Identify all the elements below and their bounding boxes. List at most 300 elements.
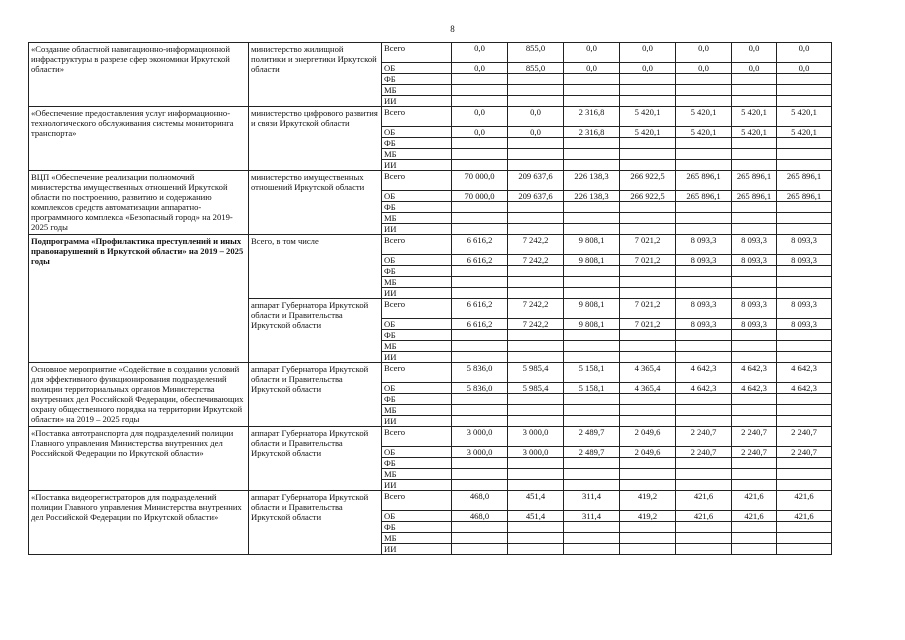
amount-cell: 8 093,3	[676, 299, 732, 319]
amount-cell: 8 093,3	[676, 319, 732, 330]
amount-cell: 8 093,3	[777, 255, 832, 266]
amount-cell	[508, 469, 564, 480]
amount-cell: 421,6	[777, 491, 832, 511]
amount-cell	[508, 85, 564, 96]
amount-cell	[620, 469, 676, 480]
amount-cell	[564, 405, 620, 416]
amount-cell: 5 420,1	[620, 107, 676, 127]
amount-cell: 0,0	[777, 63, 832, 74]
amount-cell: 2 049,6	[620, 447, 676, 458]
amount-cell: 2 240,7	[777, 447, 832, 458]
amount-cell: 265 896,1	[676, 171, 732, 191]
amount-cell	[508, 533, 564, 544]
amount-cell	[777, 405, 832, 416]
amount-cell	[508, 160, 564, 171]
amount-cell: 6 616,2	[452, 299, 508, 319]
amount-cell	[508, 96, 564, 107]
funding-source-cell: ОБ	[382, 511, 452, 522]
funding-source-cell: Всего	[382, 363, 452, 383]
funding-source-cell: ИИ	[382, 96, 452, 107]
amount-cell	[508, 458, 564, 469]
funding-source-cell: ФБ	[382, 458, 452, 469]
amount-cell	[452, 458, 508, 469]
amount-cell: 0,0	[620, 63, 676, 74]
amount-cell: 70 000,0	[452, 171, 508, 191]
amount-cell: 7 021,2	[620, 235, 676, 255]
amount-cell	[564, 85, 620, 96]
program-name-cell: «Обеспечение предоставления услуг информационно-технологического обслуживания системы мониторинга транспорта»	[29, 107, 249, 171]
amount-cell	[508, 544, 564, 555]
funding-source-cell: ФБ	[382, 74, 452, 85]
funding-source-cell: Всего	[382, 427, 452, 447]
amount-cell	[777, 138, 832, 149]
amount-cell	[564, 480, 620, 491]
funding-source-cell: Всего	[382, 235, 452, 255]
amount-cell	[452, 405, 508, 416]
funding-source-cell: ИИ	[382, 480, 452, 491]
amount-cell: 5 420,1	[777, 127, 832, 138]
amount-cell	[452, 480, 508, 491]
amount-cell	[732, 533, 777, 544]
amount-cell	[732, 213, 777, 224]
amount-cell: 451,4	[508, 491, 564, 511]
amount-cell	[452, 469, 508, 480]
amount-cell	[620, 341, 676, 352]
amount-cell	[564, 160, 620, 171]
amount-cell	[452, 330, 508, 341]
funding-source-cell: ФБ	[382, 266, 452, 277]
amount-cell: 421,6	[676, 491, 732, 511]
amount-cell: 2 489,7	[564, 427, 620, 447]
amount-cell: 7 242,2	[508, 319, 564, 330]
amount-cell: 8 093,3	[732, 255, 777, 266]
amount-cell: 2 240,7	[777, 427, 832, 447]
amount-cell	[452, 394, 508, 405]
amount-cell	[732, 352, 777, 363]
amount-cell	[676, 213, 732, 224]
amount-cell	[732, 224, 777, 235]
amount-cell	[777, 74, 832, 85]
amount-cell: 2 316,8	[564, 107, 620, 127]
amount-cell: 0,0	[676, 63, 732, 74]
amount-cell	[620, 522, 676, 533]
amount-cell	[777, 352, 832, 363]
amount-cell: 8 093,3	[676, 255, 732, 266]
amount-cell: 6 616,2	[452, 319, 508, 330]
amount-cell	[676, 394, 732, 405]
amount-cell	[564, 544, 620, 555]
amount-cell	[620, 224, 676, 235]
amount-cell: 5 985,4	[508, 363, 564, 383]
table-row	[29, 363, 832, 383]
amount-cell	[508, 480, 564, 491]
amount-cell	[452, 266, 508, 277]
funding-source-cell: Всего	[382, 491, 452, 511]
amount-cell	[777, 394, 832, 405]
amount-cell: 0,0	[620, 43, 676, 63]
amount-cell: 2 049,6	[620, 427, 676, 447]
amount-cell	[732, 96, 777, 107]
amount-cell	[508, 74, 564, 85]
amount-cell: 311,4	[564, 511, 620, 522]
amount-cell: 9 808,1	[564, 255, 620, 266]
amount-cell	[676, 341, 732, 352]
amount-cell: 8 093,3	[777, 319, 832, 330]
amount-cell	[777, 149, 832, 160]
table-row	[29, 235, 832, 255]
amount-cell	[676, 288, 732, 299]
amount-cell: 70 000,0	[452, 191, 508, 202]
amount-cell	[452, 149, 508, 160]
funding-source-cell: ОБ	[382, 447, 452, 458]
amount-cell	[732, 202, 777, 213]
amount-cell	[620, 544, 676, 555]
amount-cell: 0,0	[732, 63, 777, 74]
amount-cell	[564, 149, 620, 160]
page-number: 8	[450, 24, 455, 34]
amount-cell	[508, 266, 564, 277]
amount-cell: 6 616,2	[452, 255, 508, 266]
amount-cell	[777, 469, 832, 480]
amount-cell	[777, 266, 832, 277]
amount-cell: 2 240,7	[732, 447, 777, 458]
amount-cell	[620, 202, 676, 213]
amount-cell	[508, 330, 564, 341]
executor-cell: министерство жилищной политики и энергетики Иркутской области	[249, 43, 382, 107]
amount-cell	[452, 160, 508, 171]
funding-source-cell: ОБ	[382, 383, 452, 394]
amount-cell: 7 021,2	[620, 319, 676, 330]
amount-cell	[732, 85, 777, 96]
amount-cell	[452, 522, 508, 533]
amount-cell: 0,0	[508, 127, 564, 138]
amount-cell: 266 922,5	[620, 191, 676, 202]
program-name-cell: «Поставка видеорегистраторов для подразделений полиции Главного управления Министерства внутренних дел Российской Федерации по Иркутской области»	[29, 491, 249, 555]
amount-cell	[777, 330, 832, 341]
amount-cell	[452, 341, 508, 352]
amount-cell	[676, 138, 732, 149]
amount-cell: 0,0	[732, 43, 777, 63]
amount-cell: 855,0	[508, 43, 564, 63]
amount-cell: 265 896,1	[777, 171, 832, 191]
funding-source-cell: ФБ	[382, 202, 452, 213]
amount-cell: 8 093,3	[676, 235, 732, 255]
amount-cell	[508, 288, 564, 299]
amount-cell: 4 642,3	[676, 363, 732, 383]
amount-cell: 266 922,5	[620, 171, 676, 191]
amount-cell: 7 242,2	[508, 299, 564, 319]
executor-cell: Всего, в том числе	[249, 235, 382, 299]
budget-table-body	[29, 43, 832, 555]
amount-cell	[676, 96, 732, 107]
amount-cell: 6 616,2	[452, 235, 508, 255]
amount-cell	[620, 458, 676, 469]
amount-cell	[452, 288, 508, 299]
amount-cell	[620, 96, 676, 107]
amount-cell: 4 642,3	[777, 383, 832, 394]
amount-cell: 3 000,0	[508, 447, 564, 458]
amount-cell: 2 489,7	[564, 447, 620, 458]
amount-cell: 226 138,3	[564, 191, 620, 202]
amount-cell	[777, 160, 832, 171]
amount-cell: 265 896,1	[676, 191, 732, 202]
amount-cell	[620, 266, 676, 277]
amount-cell	[564, 266, 620, 277]
amount-cell	[676, 160, 732, 171]
funding-source-cell: Всего	[382, 171, 452, 191]
amount-cell	[676, 352, 732, 363]
table-row	[29, 427, 832, 447]
amount-cell: 4 642,3	[732, 383, 777, 394]
amount-cell: 9 808,1	[564, 235, 620, 255]
amount-cell	[508, 213, 564, 224]
executor-cell: аппарат Губернатора Иркутской области и Правительства Иркутской области	[249, 491, 382, 555]
amount-cell	[732, 160, 777, 171]
amount-cell	[676, 202, 732, 213]
funding-source-cell: ОБ	[382, 255, 452, 266]
amount-cell: 0,0	[508, 107, 564, 127]
funding-source-cell: ИИ	[382, 544, 452, 555]
program-name-cell: ВЦП «Обеспечение реализации полномочий министерства имущественных отношений Иркутской области по построению, развитию и содержанию комплексов средств автоматизации аппаратно-программного комплекса «Безопасный город» на 2019-2025 годы	[29, 171, 249, 235]
funding-source-cell: МБ	[382, 405, 452, 416]
amount-cell: 0,0	[777, 43, 832, 63]
amount-cell	[452, 277, 508, 288]
program-name-cell: «Поставка автотранспорта для подразделений полиции Главного управления Министерства внутренних дел Российской Федерации по Иркутской области»	[29, 427, 249, 491]
program-name-cell: «Создание областной навигационно-информационной инфраструктуры в разрезе сфер экономики Иркутской области»	[29, 43, 249, 107]
amount-cell	[452, 74, 508, 85]
amount-cell	[508, 138, 564, 149]
amount-cell	[452, 352, 508, 363]
amount-cell: 3 000,0	[508, 427, 564, 447]
amount-cell: 421,6	[777, 511, 832, 522]
amount-cell: 2 240,7	[676, 427, 732, 447]
funding-source-cell: МБ	[382, 341, 452, 352]
amount-cell	[620, 138, 676, 149]
funding-source-cell: МБ	[382, 149, 452, 160]
amount-cell	[676, 74, 732, 85]
amount-cell	[732, 405, 777, 416]
amount-cell: 5 420,1	[676, 107, 732, 127]
amount-cell	[676, 416, 732, 427]
amount-cell: 5 420,1	[732, 107, 777, 127]
amount-cell	[676, 480, 732, 491]
amount-cell: 2 240,7	[732, 427, 777, 447]
executor-cell: аппарат Губернатора Иркутской области и Правительства Иркутской области	[249, 427, 382, 491]
amount-cell	[508, 522, 564, 533]
amount-cell	[777, 533, 832, 544]
amount-cell	[620, 533, 676, 544]
funding-source-cell: ОБ	[382, 63, 452, 74]
amount-cell: 226 138,3	[564, 171, 620, 191]
amount-cell	[564, 277, 620, 288]
amount-cell	[676, 149, 732, 160]
amount-cell: 5 836,0	[452, 383, 508, 394]
amount-cell	[508, 341, 564, 352]
amount-cell: 421,6	[732, 491, 777, 511]
amount-cell: 0,0	[452, 63, 508, 74]
amount-cell: 3 000,0	[452, 447, 508, 458]
amount-cell	[777, 277, 832, 288]
amount-cell	[777, 96, 832, 107]
amount-cell	[564, 341, 620, 352]
amount-cell	[732, 277, 777, 288]
amount-cell	[676, 522, 732, 533]
funding-source-cell: Всего	[382, 43, 452, 63]
amount-cell	[564, 138, 620, 149]
funding-source-cell: ИИ	[382, 288, 452, 299]
amount-cell	[777, 85, 832, 96]
amount-cell	[676, 330, 732, 341]
amount-cell	[676, 533, 732, 544]
amount-cell	[732, 74, 777, 85]
amount-cell	[508, 202, 564, 213]
amount-cell	[508, 277, 564, 288]
amount-cell	[564, 394, 620, 405]
amount-cell: 419,2	[620, 511, 676, 522]
amount-cell	[564, 96, 620, 107]
program-name-cell: Подпрограмма «Профилактика преступлений и иных правонарушений в Иркутской области» на 2019 – 2025 годы	[29, 235, 249, 363]
amount-cell	[620, 160, 676, 171]
amount-cell: 0,0	[452, 127, 508, 138]
amount-cell: 419,2	[620, 491, 676, 511]
amount-cell: 7 021,2	[620, 255, 676, 266]
amount-cell: 265 896,1	[777, 191, 832, 202]
funding-source-cell: МБ	[382, 85, 452, 96]
amount-cell: 4 642,3	[732, 363, 777, 383]
amount-cell	[620, 394, 676, 405]
amount-cell: 2 316,8	[564, 127, 620, 138]
amount-cell: 0,0	[452, 107, 508, 127]
table-row	[29, 107, 832, 127]
amount-cell	[732, 341, 777, 352]
amount-cell: 0,0	[564, 43, 620, 63]
funding-source-cell: ФБ	[382, 394, 452, 405]
amount-cell: 5 985,4	[508, 383, 564, 394]
amount-cell: 5 158,1	[564, 363, 620, 383]
funding-source-cell: ИИ	[382, 352, 452, 363]
amount-cell	[732, 458, 777, 469]
amount-cell: 2 240,7	[676, 447, 732, 458]
amount-cell	[620, 277, 676, 288]
amount-cell	[620, 405, 676, 416]
amount-cell: 855,0	[508, 63, 564, 74]
amount-cell	[777, 202, 832, 213]
amount-cell	[508, 394, 564, 405]
executor-cell: министерство цифрового развития и связи Иркутской области	[249, 107, 382, 171]
amount-cell	[564, 469, 620, 480]
amount-cell: 311,4	[564, 491, 620, 511]
executor-cell: министерство имущественных отношений Иркутской области	[249, 171, 382, 235]
amount-cell: 0,0	[676, 43, 732, 63]
amount-cell	[676, 277, 732, 288]
funding-source-cell: ОБ	[382, 191, 452, 202]
funding-source-cell: МБ	[382, 533, 452, 544]
amount-cell	[777, 480, 832, 491]
amount-cell	[564, 458, 620, 469]
amount-cell: 209 637,6	[508, 171, 564, 191]
amount-cell: 9 808,1	[564, 319, 620, 330]
amount-cell	[732, 149, 777, 160]
funding-source-cell: ОБ	[382, 319, 452, 330]
funding-source-cell: ОБ	[382, 127, 452, 138]
amount-cell	[508, 416, 564, 427]
amount-cell: 209 637,6	[508, 191, 564, 202]
amount-cell	[732, 394, 777, 405]
amount-cell: 8 093,3	[777, 299, 832, 319]
amount-cell: 4 642,3	[676, 383, 732, 394]
amount-cell	[508, 149, 564, 160]
amount-cell	[732, 138, 777, 149]
amount-cell: 5 420,1	[732, 127, 777, 138]
amount-cell	[564, 74, 620, 85]
funding-source-cell: ФБ	[382, 330, 452, 341]
amount-cell	[777, 288, 832, 299]
amount-cell	[564, 533, 620, 544]
amount-cell: 7 242,2	[508, 235, 564, 255]
amount-cell: 8 093,3	[777, 235, 832, 255]
program-name-cell: Основное мероприятие «Содействие в создании условий для эффективного функционирования подразделений полиции территориальных органов Министерства внутренних дел Российской Федерации, обеспечивающих охрану общественного порядка на территории Иркутской области» на 2019 – 2025 годы	[29, 363, 249, 427]
amount-cell: 5 836,0	[452, 363, 508, 383]
amount-cell	[452, 138, 508, 149]
amount-cell	[452, 202, 508, 213]
amount-cell	[732, 544, 777, 555]
executor-cell: аппарат Губернатора Иркутской области и Правительства Иркутской области	[249, 299, 382, 363]
amount-cell: 5 158,1	[564, 383, 620, 394]
funding-source-cell: МБ	[382, 213, 452, 224]
amount-cell	[564, 213, 620, 224]
amount-cell	[676, 458, 732, 469]
amount-cell	[732, 330, 777, 341]
amount-cell	[676, 266, 732, 277]
funding-source-cell: ФБ	[382, 138, 452, 149]
amount-cell	[564, 202, 620, 213]
amount-cell: 265 896,1	[732, 171, 777, 191]
amount-cell	[508, 224, 564, 235]
amount-cell: 5 420,1	[620, 127, 676, 138]
amount-cell: 9 808,1	[564, 299, 620, 319]
amount-cell: 421,6	[676, 511, 732, 522]
amount-cell	[777, 522, 832, 533]
funding-source-cell: Всего	[382, 299, 452, 319]
amount-cell	[732, 469, 777, 480]
amount-cell	[777, 224, 832, 235]
amount-cell	[620, 74, 676, 85]
amount-cell	[452, 533, 508, 544]
amount-cell: 4 642,3	[777, 363, 832, 383]
amount-cell	[676, 469, 732, 480]
amount-cell	[777, 213, 832, 224]
table-row	[29, 43, 832, 63]
amount-cell: 4 365,4	[620, 383, 676, 394]
amount-cell	[620, 480, 676, 491]
amount-cell: 3 000,0	[452, 427, 508, 447]
amount-cell	[676, 224, 732, 235]
amount-cell	[676, 85, 732, 96]
amount-cell	[564, 352, 620, 363]
amount-cell	[732, 416, 777, 427]
amount-cell: 8 093,3	[732, 319, 777, 330]
amount-cell: 421,6	[732, 511, 777, 522]
amount-cell: 7 021,2	[620, 299, 676, 319]
amount-cell	[620, 416, 676, 427]
amount-cell: 468,0	[452, 511, 508, 522]
amount-cell	[452, 96, 508, 107]
amount-cell: 0,0	[564, 63, 620, 74]
amount-cell: 5 420,1	[676, 127, 732, 138]
amount-cell	[676, 544, 732, 555]
funding-source-cell: ИИ	[382, 224, 452, 235]
funding-source-cell: Всего	[382, 107, 452, 127]
